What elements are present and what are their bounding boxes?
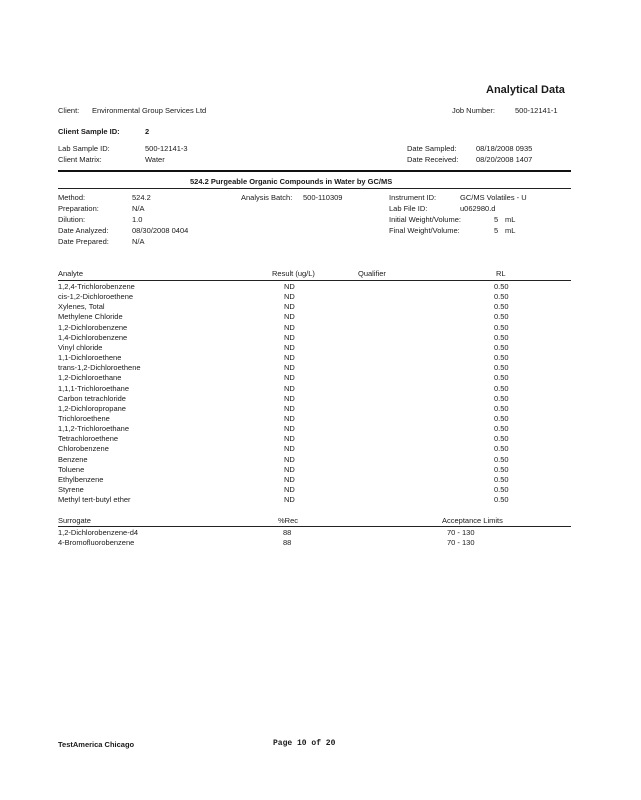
analyte-rl: 0.50 xyxy=(494,454,509,464)
analyte-rl: 0.50 xyxy=(494,353,509,363)
initial-weight-label: Initial Weight/Volume: xyxy=(389,215,461,224)
analyte-name: 1,2,4-Trichlorobenzene xyxy=(58,282,135,291)
analyte-result: ND xyxy=(284,485,295,494)
analyte-result: ND xyxy=(284,413,295,423)
method-label: Method: xyxy=(58,193,86,202)
surrogate-rec: 88 xyxy=(283,538,292,547)
client-sample-id-label: Client Sample ID: xyxy=(58,127,120,136)
dilution-label: Dilution: xyxy=(58,215,86,224)
analyte-name: trans-1,2-Dichloroethene xyxy=(58,363,141,373)
surrogate-name: 1,2-Dichlorobenzene-d4 xyxy=(58,528,139,537)
analyte-name: Toluene xyxy=(58,464,85,474)
analyte-name: 1,1-Dichloroethene xyxy=(58,353,122,363)
analyte-rl: 0.50 xyxy=(494,342,509,352)
instrument-id-label: Instrument ID: xyxy=(389,193,437,202)
surrogate-row xyxy=(58,538,578,548)
analyte-result: ND xyxy=(284,464,295,474)
analyte-rl: 0.50 xyxy=(494,474,509,484)
dilution-value: 1.0 xyxy=(132,215,143,224)
analyte-result: ND xyxy=(284,353,295,363)
analyte-name: Styrene xyxy=(58,485,84,494)
table-row xyxy=(58,414,578,424)
surrogate-name: 4-Bromofluorobenzene xyxy=(58,538,135,547)
analyte-result: ND xyxy=(284,495,295,505)
rec-header: %Rec xyxy=(278,516,299,525)
table-row xyxy=(58,475,578,485)
date-received-label: Date Received: xyxy=(407,155,459,164)
date-prepared-value: N/A xyxy=(132,237,145,246)
analyte-result: ND xyxy=(284,454,295,464)
table-row xyxy=(58,343,578,353)
date-sampled-value: 08/18/2008 0935 xyxy=(476,144,533,153)
analyte-name: 1,1,1-Trichloroethane xyxy=(58,383,130,393)
analyte-result: ND xyxy=(284,363,295,373)
analyte-rl: 0.50 xyxy=(494,312,509,322)
analyte-name: Methylene Chloride xyxy=(58,312,123,322)
client-matrix-label: Client Matrix: xyxy=(58,155,102,164)
table-row xyxy=(58,384,578,394)
preparation-label: Preparation: xyxy=(58,204,99,213)
initial-weight-unit: mL xyxy=(505,215,516,224)
section-rule-bottom xyxy=(58,188,571,189)
analysis-batch-label: Analysis Batch: xyxy=(241,193,293,202)
client-sample-id-value: 2 xyxy=(145,127,150,136)
analyte-rl: 0.50 xyxy=(494,485,509,494)
analyte-rl: 0.50 xyxy=(494,413,509,423)
analyte-result: ND xyxy=(284,332,295,342)
client-matrix-value: Water xyxy=(145,155,165,164)
date-analyzed-label: Date Analyzed: xyxy=(58,226,109,235)
analyte-rl: 0.50 xyxy=(494,393,509,403)
analyte-name: cis-1,2-Dichloroethene xyxy=(58,292,134,302)
analyte-rl: 0.50 xyxy=(494,464,509,474)
result-header: Result (ug/L) xyxy=(272,269,315,278)
analyte-result: ND xyxy=(284,424,295,434)
analyte-rl: 0.50 xyxy=(494,424,509,434)
client-value: Environmental Group Services Ltd xyxy=(92,106,207,115)
date-sampled-label: Date Sampled: xyxy=(407,144,457,153)
analyte-name: Carbon tetrachloride xyxy=(58,393,126,403)
analyte-result: ND xyxy=(284,282,295,291)
table-row xyxy=(58,394,578,404)
table-row xyxy=(58,282,578,292)
table-row xyxy=(58,323,578,333)
method-value: 524.2 xyxy=(132,193,151,202)
initial-weight-value: 5 xyxy=(494,215,499,224)
table-row xyxy=(58,404,578,414)
table-row xyxy=(58,333,578,343)
client-label: Client: xyxy=(58,106,80,115)
analyte-name: Methyl tert-butyl ether xyxy=(58,495,131,505)
table-row xyxy=(58,424,578,434)
analysis-batch-value: 500-110309 xyxy=(303,193,343,202)
final-weight-label: Final Weight/Volume: xyxy=(389,226,460,235)
instrument-id-value: GC/MS Volatiles - U xyxy=(460,193,527,202)
analyte-rl: 0.50 xyxy=(494,444,509,454)
final-weight-value: 5 xyxy=(494,226,499,235)
rl-header: RL xyxy=(496,269,506,278)
surrogate-row xyxy=(58,528,578,538)
table-row xyxy=(58,455,578,465)
analyte-name: Chlorobenzene xyxy=(58,444,109,454)
analyte-result: ND xyxy=(284,292,295,302)
analyte-result: ND xyxy=(284,393,295,403)
analyte-rl: 0.50 xyxy=(494,282,509,291)
table-row xyxy=(58,363,578,373)
table-row xyxy=(58,353,578,363)
analyte-header-rule xyxy=(58,280,571,281)
lab-sample-id-value: 500-12141-3 xyxy=(145,144,188,153)
analyte-rl: 0.50 xyxy=(494,373,509,383)
analyte-name: Tetrachloroethene xyxy=(58,434,119,444)
surrogate-limits: 70 - 130 xyxy=(447,528,475,537)
section-title: 524.2 Purgeable Organic Compounds in Water by GC/MS xyxy=(190,177,393,186)
table-row xyxy=(58,312,578,322)
footer-lab-name: TestAmerica Chicago xyxy=(58,740,135,749)
table-row xyxy=(58,465,578,475)
analyte-result: ND xyxy=(284,312,295,322)
analyte-name: 1,4-Dichlorobenzene xyxy=(58,332,128,342)
lab-file-id-value: u062980.d xyxy=(460,204,496,213)
job-number-value: 500-12141-1 xyxy=(515,106,558,115)
analyte-rl: 0.50 xyxy=(494,434,509,444)
job-number-label: Job Number: xyxy=(452,106,495,115)
table-row xyxy=(58,302,578,312)
analyte-result: ND xyxy=(284,444,295,454)
analyte-name: Trichloroethene xyxy=(58,413,110,423)
footer-page-number: Page 10 of 20 xyxy=(273,739,336,748)
analyte-result: ND xyxy=(284,403,295,413)
table-row xyxy=(58,292,578,302)
analyte-rl: 0.50 xyxy=(494,363,509,373)
analyte-result: ND xyxy=(284,383,295,393)
surrogate-header: Surrogate xyxy=(58,516,91,525)
table-row xyxy=(58,485,578,495)
qualifier-header: Qualifier xyxy=(358,269,386,278)
analyte-rl: 0.50 xyxy=(494,322,509,332)
surrogate-limits: 70 - 130 xyxy=(447,538,475,547)
section-rule-top xyxy=(58,170,571,172)
table-row xyxy=(58,373,578,383)
table-row xyxy=(58,434,578,444)
table-row xyxy=(58,444,578,454)
analyte-name: Xylenes, Total xyxy=(58,302,105,312)
date-received-value: 08/20/2008 1407 xyxy=(476,155,533,164)
date-analyzed-value: 08/30/2008 0404 xyxy=(132,226,189,235)
lab-file-id-label: Lab File ID: xyxy=(389,204,428,213)
analyte-rl: 0.50 xyxy=(494,403,509,413)
analyte-result: ND xyxy=(284,474,295,484)
analyte-name: 1,2-Dichlorobenzene xyxy=(58,322,128,332)
acceptance-limits-header: Acceptance Limits xyxy=(442,516,503,525)
analyte-header: Analyte xyxy=(58,269,84,278)
table-row xyxy=(58,495,578,505)
analyte-rl: 0.50 xyxy=(494,292,509,302)
analyte-name: 1,2-Dichloropropane xyxy=(58,403,126,413)
analyte-result: ND xyxy=(284,322,295,332)
surrogate-header-rule xyxy=(58,526,571,527)
analyte-name: 1,2-Dichloroethane xyxy=(58,373,122,383)
page-title: Analytical Data xyxy=(486,84,565,96)
analyte-result: ND xyxy=(284,373,295,383)
analyte-rl: 0.50 xyxy=(494,332,509,342)
date-prepared-label: Date Prepared: xyxy=(58,237,109,246)
analyte-name: 1,1,2-Trichloroethane xyxy=(58,424,130,434)
analyte-rl: 0.50 xyxy=(494,302,509,312)
final-weight-unit: mL xyxy=(505,226,516,235)
analyte-name: Ethylbenzene xyxy=(58,474,104,484)
lab-sample-id-label: Lab Sample ID: xyxy=(58,144,110,153)
analyte-rl: 0.50 xyxy=(494,495,509,505)
analyte-result: ND xyxy=(284,434,295,444)
analyte-name: Benzene xyxy=(58,454,88,464)
analyte-name: Vinyl chloride xyxy=(58,342,103,352)
analyte-rl: 0.50 xyxy=(494,383,509,393)
analyte-result: ND xyxy=(284,302,295,312)
surrogate-rec: 88 xyxy=(283,528,292,537)
preparation-value: N/A xyxy=(132,204,145,213)
analyte-result: ND xyxy=(284,342,295,352)
